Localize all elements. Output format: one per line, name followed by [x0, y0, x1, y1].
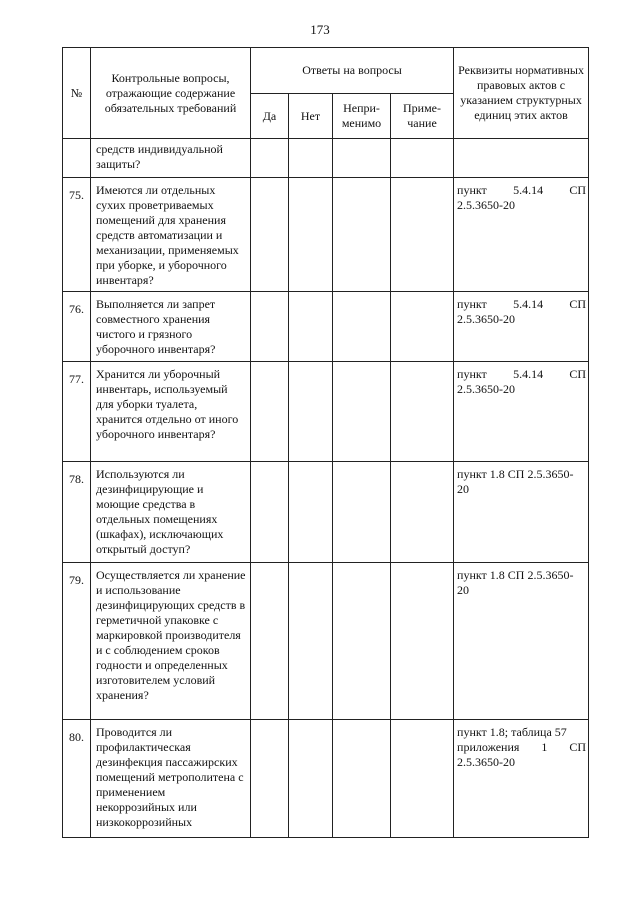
answer-note-line2: чание — [407, 116, 437, 130]
table-row — [63, 720, 589, 838]
number-cell — [63, 139, 91, 178]
requisites-text: 2.5.3650-20 — [457, 382, 516, 396]
requisites-text: 2.5.3650-20 — [457, 755, 516, 769]
table-row — [63, 362, 589, 462]
requisites-text: 20 — [457, 583, 470, 597]
requisites-text: СП — [569, 183, 587, 197]
page-number: 173 — [310, 22, 330, 37]
requisites-text: пункт — [457, 297, 487, 311]
question-cell: Осуществляется ли хранение и использование дезинфицирующих средств в герметичной упаковке с маркировкой производителя и с соблюдением сроков годности и определенных изготовителем условий хранения? — [91, 563, 251, 720]
answer-no-cell[interactable] — [289, 563, 333, 720]
checklist-table — [62, 47, 589, 838]
requisites-text: 5.4.14 — [513, 367, 544, 381]
table-row — [63, 462, 589, 563]
requisites-text: пункт 1.8 СП 2.5.3650- — [457, 467, 574, 481]
requisites-text: СП — [569, 740, 587, 754]
answer-yes-cell[interactable] — [251, 139, 289, 178]
answer-no-cell[interactable] — [289, 178, 333, 292]
answer-yes-cell[interactable] — [251, 292, 289, 362]
requisites-text: 2.5.3650-20 — [457, 312, 516, 326]
row-number: 78. — [63, 462, 91, 563]
answer-yes-cell[interactable] — [251, 178, 289, 292]
requisites-text: 2.5.3650-20 — [457, 198, 516, 212]
answer-na-cell[interactable] — [333, 292, 391, 362]
requisites-text: СП — [569, 367, 587, 381]
answer-na-cell[interactable] — [333, 362, 391, 462]
question-cell: Выполняется ли запрет совместного хранения чистого и грязного уборочного инвентаря? — [91, 292, 251, 362]
answer-note-header — [391, 94, 454, 139]
table-row — [63, 178, 589, 292]
requisites-text: пункт 1.8; таблица 57 — [457, 725, 567, 739]
answer-note-cell[interactable] — [391, 563, 454, 720]
answer-yes-cell[interactable] — [251, 563, 289, 720]
answer-no-cell[interactable] — [289, 362, 333, 462]
question-column-header: Контрольные вопросы, отражающие содержание обязательных требований — [91, 48, 251, 139]
answer-yes-cell[interactable] — [251, 462, 289, 563]
answer-not-applicable-header — [333, 94, 391, 139]
requisites-text: 5.4.14 — [513, 183, 544, 197]
answer-note-cell[interactable] — [391, 178, 454, 292]
question-cell: Имеются ли отдельных сухих проветриваемых помещений для хранения средств автоматизации и механизации, применяемых при уборке, и уборочного инвентаря? — [91, 178, 251, 292]
requisites-text: пункт 1.8 СП 2.5.3650- — [457, 568, 574, 582]
question-cell: Используются ли дезинфицирующие и моющие средства в отдельных помещениях (шкафах), исключающих открытый доступ? — [91, 462, 251, 563]
requisites-cell — [454, 563, 589, 720]
answer-note-cell[interactable] — [391, 139, 454, 178]
answer-yes-cell[interactable] — [251, 720, 289, 838]
answer-no-cell[interactable] — [289, 139, 333, 178]
header-row — [63, 48, 589, 94]
requisites-text: СП — [569, 297, 587, 311]
requisites-line — [457, 725, 586, 740]
answers-column-header: Ответы на вопросы — [251, 48, 454, 94]
requisites-text: пункт — [457, 183, 487, 197]
answer-note-cell[interactable] — [391, 720, 454, 838]
answer-note-cell[interactable] — [391, 292, 454, 362]
requisites-cell — [454, 139, 589, 178]
row-number: 77. — [63, 362, 91, 462]
requisites-text: 20 — [457, 482, 470, 496]
row-number: 79. — [63, 563, 91, 720]
requisites-line — [457, 740, 586, 755]
requisites-line — [457, 367, 586, 382]
question-cell: Хранится ли уборочный инвентарь, используемый для уборки туалета, хранится отдельно от иного уборочного инвентаря? — [91, 362, 251, 462]
answer-na-cell[interactable] — [333, 178, 391, 292]
answer-na-cell[interactable] — [333, 563, 391, 720]
answer-na-line1: Непри- — [343, 101, 380, 115]
question-cell: Проводится ли профилактическая дезинфекция пассажирских помещений метрополитена с применением некоррозийных или низкокоррозийных — [91, 720, 251, 838]
table-row — [63, 292, 589, 362]
answer-note-cell[interactable] — [391, 362, 454, 462]
row-number: 76. — [63, 292, 91, 362]
table-row — [63, 563, 589, 720]
requisites-line — [457, 297, 586, 312]
requisites-column-header: Реквизиты нормативных правовых актов с указанием структурных единиц этих актов — [454, 48, 589, 139]
requisites-cell — [454, 462, 589, 563]
answer-na-line2: менимо — [341, 116, 382, 130]
answer-no-header: Нет — [289, 94, 333, 139]
requisites-text: 1 — [541, 740, 548, 754]
answer-no-cell[interactable] — [289, 462, 333, 563]
answer-yes-cell[interactable] — [251, 362, 289, 462]
row-number: 80. — [63, 720, 91, 838]
answer-na-cell[interactable] — [333, 720, 391, 838]
answer-note-line1: Приме- — [403, 101, 442, 115]
requisites-cell — [454, 720, 589, 838]
row-number: 75. — [63, 178, 91, 292]
answer-no-cell[interactable] — [289, 292, 333, 362]
answer-note-cell[interactable] — [391, 462, 454, 563]
answer-na-cell[interactable] — [333, 462, 391, 563]
requisites-text: 5.4.14 — [513, 297, 544, 311]
requisites-cell — [454, 362, 589, 462]
requisites-text: пункт — [457, 367, 487, 381]
answer-na-cell[interactable] — [333, 139, 391, 178]
requisites-line — [457, 183, 586, 198]
requisites-cell — [454, 292, 589, 362]
continuation-row — [63, 139, 589, 178]
number-column-header: № — [63, 48, 91, 139]
answer-yes-header: Да — [251, 94, 289, 139]
requisites-cell — [454, 178, 589, 292]
question-cell: средств индивидуальной защиты? — [91, 139, 251, 178]
requisites-text: приложения — [457, 740, 520, 754]
answer-no-cell[interactable] — [289, 720, 333, 838]
